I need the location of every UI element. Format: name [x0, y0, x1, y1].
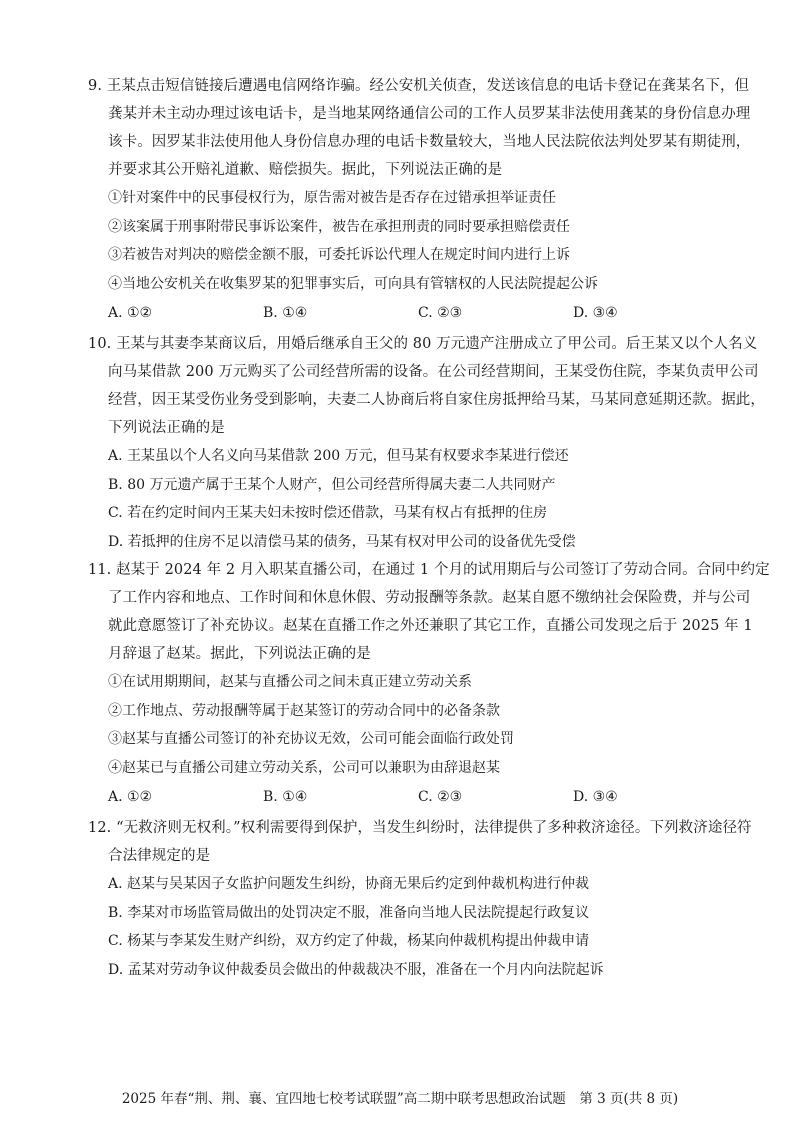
question-9 — [88, 72, 751, 328]
question-stem-line: 12. “无救济则无权利。”权利需要得到保护，当发生纠纷时，法律提供了多种救济途径。下列救济途径符 — [88, 820, 752, 836]
question-stem-line: 10. 王某与其妻李某商议后，用婚后继承自王父的 80 万元遗产注册成立了甲公司。后王某又以个人名义 — [88, 336, 758, 352]
choice-a: A. ①② — [108, 789, 153, 805]
choice-b: B. ①④ — [263, 305, 308, 321]
statement-2: ②该案属于刑事附带民事诉讼案件，被告在承担刑责的同时要承担赔偿责任 — [108, 218, 570, 235]
option-c: C. 若在约定时间内王某夫妇未按时偿还借款，马某有权占有抵押的住房 — [108, 505, 548, 521]
answer-choices — [88, 298, 728, 328]
option-b: B. 80 万元遗产属于王某个人财产，但公司经营所得属夫妻二人共同财产 — [108, 476, 556, 493]
question-stem-line: 并要求其公开赔礼道歉、赔偿损失。据此，下列说法正确的是 — [108, 162, 503, 178]
question-stem-line: 下列说法正确的是 — [108, 420, 225, 436]
option-a: A. 赵某与吴某因子女监护问题发生纠纷，协商无果后约定到仲裁机构进行仲裁 — [108, 876, 590, 892]
question-stem-line: 月辞退了赵某。据此，下列说法正确的是 — [108, 646, 371, 662]
question-stem-line: 龚某并未主动办理过该电话卡，是当地某网络通信公司的工作人员罗某非法使用龚某的身份信息办理 — [108, 106, 751, 122]
option-a: A. 王某虽以个人名义向马某借款 200 万元，但马某有权要求李某进行偿还 — [108, 448, 569, 464]
option-d: D. 若抵押的住房不足以清偿马某的债务，马某有权对甲公司的设备优先受偿 — [108, 533, 576, 550]
choice-c: C. ②③ — [418, 789, 463, 805]
statement-1: ①在试用期期间，赵某与直播公司之间未真正建立劳动关系 — [108, 674, 472, 690]
statement-3: ③若被告对判决的赔偿金额不服，可委托诉讼代理人在规定时间内进行上诉 — [108, 247, 570, 263]
question-12 — [88, 814, 752, 984]
question-list — [88, 72, 770, 984]
statement-3: ③赵某与直播公司签订的补充协议无效，公司可能会面临行政处罚 — [108, 731, 514, 747]
statement-4: ④当地公安机关在收集罗某的犯罪事实后，可向具有管辖权的人民法院提起公诉 — [108, 275, 598, 292]
option-c: C. 杨某与李某发生财产纠纷，双方约定了仲裁，杨某向仲裁机构提出仲裁申请 — [108, 933, 590, 949]
question-stem-line: 了工作内容和地点、工作时间和休息休假、劳动报酬等条款。赵某自愿不缴纳社会保险费，并与公司 — [108, 590, 751, 606]
page-footer: 2025 年春“荆、荆、襄、宜四地七校考试联盟”高二期中联考思想政治试题 第 3 页(共 8 页) — [121, 1091, 679, 1107]
choice-d: D. ③④ — [573, 305, 618, 321]
statement-2: ②工作地点、劳动报酬等属于赵某签订的劳动合同中的必备条款 — [108, 702, 500, 719]
choice-d: D. ③④ — [573, 789, 618, 805]
question-stem-line: 经营，因王某受伤业务受到影响，夫妻二人协商后将自家住房抵押给马某，马某同意延期还款。据此， — [108, 392, 765, 408]
question-stem-line: 向马某借款 200 万元购买了公司经营所需的设备。在公司经营期间，王某受伤住院，李某负责甲公司 — [108, 364, 759, 380]
choice-a: A. ①② — [108, 305, 153, 321]
option-d: D. 孟某对劳动争议仲裁委员会做出的仲裁裁决不服，准备在一个月内向法院起诉 — [108, 961, 604, 978]
question-10 — [88, 330, 765, 556]
question-stem-line: 就此意愿签订了补充协议。赵某在直播工作之外还兼职了其它工作，直播公司发现之后于 2025 年 1 — [108, 618, 753, 634]
statement-1: ①针对案件中的民事侵权行为，原告需对被告是否存在过错承担举证责任 — [108, 190, 556, 206]
answer-choices — [88, 782, 728, 812]
question-stem-line: 11. 赵某于 2024 年 2 月入职某直播公司，在通过 1 个月的试用期后与公司签订了劳动合同。合同中约定 — [88, 562, 770, 578]
option-b: B. 李某对市场监管局做出的处罚决定不服，准备向当地人民法院提起行政复议 — [108, 904, 590, 921]
choice-c: C. ②③ — [418, 305, 463, 321]
choice-b: B. ①④ — [263, 789, 308, 805]
question-stem-line: 9. 王某点击短信链接后遭遇电信网络诈骗。经公安机关侦查，发送该信息的电话卡登记在龚某名下，但 — [88, 78, 750, 94]
question-stem-line: 合法律规定的是 — [108, 848, 211, 864]
statement-4: ④赵某已与直播公司建立劳动关系，公司可以兼职为由辞退赵某 — [108, 759, 500, 776]
question-stem-line: 该卡。因罗某非法使用他人身份信息办理的电话卡数量较大，当地人民法院依法判处罗某有期徒刑， — [108, 134, 751, 150]
question-11 — [88, 556, 770, 812]
